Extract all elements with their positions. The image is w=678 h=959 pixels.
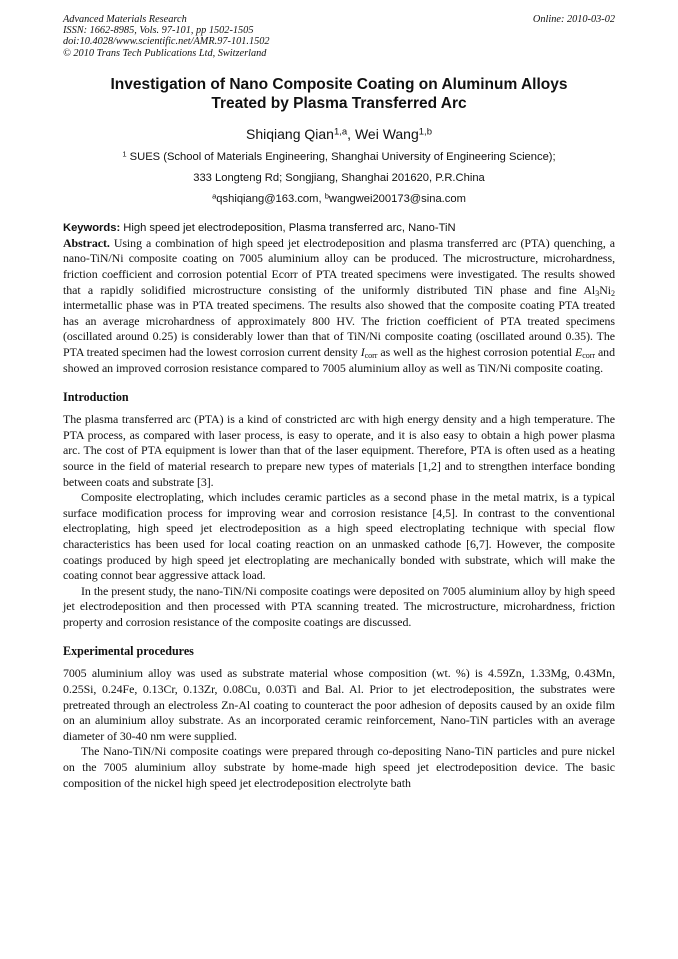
- title-line-1: Investigation of Nano Composite Coating on Aluminum Alloys: [110, 75, 568, 93]
- author-affil-mark: 1,a: [333, 126, 348, 138]
- experimental-paragraph-1: 7005 aluminium alloy was used as substrate material whose composition (wt. %) is 4.59Zn, 1.33Mg, 0.43Mn, 0.25Si, 0.24Fe, 0.13Cr, 0.13Zr, 0.08Cu, 0.03Ti and Bal. Al. Prior to jet electrodeposition, the substrates were pretreated through an electroless Zn-Al coating to counteract the poor adhesion of deposits caused by an oxide film on an aluminium alloy substrate. As an incorporated ceramic reinforcement, Nano-TiN particles with an average diameter of 30-40 nm were supplied.: [63, 666, 615, 743]
- email-link[interactable]: wangwei200173@sina.com: [328, 192, 466, 205]
- title-line-2: Treated by Plasma Transferred Arc: [211, 94, 467, 112]
- publication-info: [63, 14, 270, 59]
- author-emails: [63, 192, 615, 207]
- online-date: Online: 2010-03-02: [532, 14, 615, 25]
- intro-paragraph-2: Composite electroplating, which includes ceramic particles as a second phase in the metal matrix, is a typical surface modification process for improving wear and corrosion resistance [4,5]. In contrast to the conventional electroplating, high speed jet electrodeposition as a high speed electroplating technique with special flow characteristics has been used for local coating reaction on an unmasked cathode [6,7]. However, the composite coatings produced by high speed jet electroplating are mechanically bonded with substrate, which will make the coating connot bear aggressive attack load.: [63, 490, 615, 583]
- journal-name: Advanced Materials Research: [63, 14, 187, 25]
- author-separator: ,: [347, 125, 355, 142]
- author-list: [63, 125, 615, 143]
- running-header: [63, 14, 615, 59]
- section-heading-experimental: Experimental procedures: [63, 644, 194, 659]
- experimental-paragraph-2: The Nano-TiN/Ni composite coatings were prepared through co-depositing Nano-TiN particles and pure nickel on the 7005 aluminium alloy substrate by home-made high speed jet electrodeposition device. The basic composition of the nickel high speed jet electrodeposition electrolyte bath: [63, 744, 615, 790]
- affiliation-address: 333 Longteng Rd; Songjiang, Shanghai 201620, P.R.China: [193, 171, 485, 184]
- keywords-label: Keywords:: [63, 221, 121, 234]
- section-heading-introduction: Introduction: [63, 390, 129, 405]
- keywords-line: [63, 221, 615, 236]
- paper-title: [63, 75, 615, 113]
- author-name: Shiqiang Qian: [245, 125, 334, 142]
- abstract-paragraph: Abstract. Using a combination of high speed jet electrodeposition and plasma transferred arc (PTA) quenching, a nano-TiN/Ni composite coating on 7005 aluminium alloy can be produced. The microstructure, microhardness, friction coefficient and corrosion potential Ecorr of PTA treated specimens were investigated. The results showed that a rapidly solidified microstructure consisting of the uniformly distributed TiN phase and fine $Al_3Ni_2$ intermetallic phase was in PTA treated specimens. The results also showed that the composite coating PTA treated has an average microhardness of approximately 800 HV. The friction coefficient of PTA treated specimens (oscillated around 0.25) is considerably lower than that of TiN/Ni composite coating (oscillated around 0.35). The PTA treated specimen had the lowest corrosion current density $I_{corr}$ as well as the highest corrosion potential $E_{corr}$ and showed an improved corrosion resistance compared to 7005 aluminium alloy as well as TiN/Ni composite coating.: [63, 235, 615, 375]
- intro-paragraph-1: The plasma transferred arc (PTA) is a kind of constricted arc with high energy density and a high temperature. The PTA process, as compared with laser process, is easy to operate, and it is also easy to obtain a high power plasma arc. The cost of PTA equipment is lower than that of the laser equipment. Therefore, PTA is often used as a heating source in the field of material research to prepare new types of materials [1,2] and to strengthen interface bonding between coats and substrate [3].: [63, 412, 615, 489]
- affil-mark: 1: [122, 149, 127, 159]
- intro-paragraph-3: In the present study, the nano-TiN/Ni composite coatings were deposited on 7005 aluminium alloy by high speed jet electrodeposition and then processed with PTA scanning treated. The microstructure, microhardness, friction property and corrosion resistance of the composite coatings are discussed.: [63, 583, 615, 629]
- paper-page: [63, 14, 615, 791]
- copyright-line: © 2010 Trans Tech Publications Ltd, Switzerland: [63, 47, 267, 59]
- email-mark: b: [324, 191, 329, 201]
- email-link[interactable]: qshiqiang@163.com,: [216, 192, 325, 205]
- issn-line: ISSN: 1662-8985, Vols. 97-101, pp 1502-1505: [63, 25, 254, 37]
- author-affil-mark: 1,b: [418, 126, 432, 138]
- author-name: Wei Wang: [354, 125, 419, 142]
- keywords-text: High speed jet electrodeposition, Plasma transferred arc, Nano-TiN: [120, 221, 456, 234]
- affiliation-line: $^1$ SUES (School of Materials Engineering, Shanghai University of Engineering Science);: [122, 149, 556, 163]
- email-mark: a: [212, 191, 217, 201]
- affiliation-block: [63, 150, 615, 207]
- abstract-label: Abstract.: [63, 235, 110, 250]
- doi-line[interactable]: doi:10.4028/www.scientific.net/AMR.97-101.1502: [63, 36, 270, 48]
